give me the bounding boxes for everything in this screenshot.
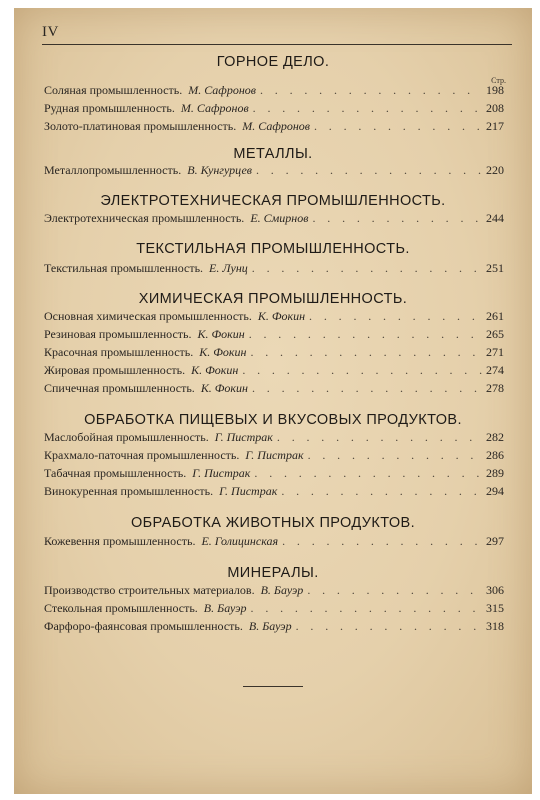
entry-author: К. Фокин xyxy=(257,309,306,323)
section-title: МИНЕРАЛЫ. xyxy=(227,565,319,581)
entry-author: Г. Пистрак xyxy=(245,448,304,462)
dot-leader xyxy=(282,534,482,549)
toc-entry xyxy=(44,327,504,343)
entry-author: М. Сафронов xyxy=(188,83,256,97)
entry-title: Винокуренная промышленность. xyxy=(44,484,214,498)
section-title: ГОРНОЕ ДЕЛО. xyxy=(216,54,330,70)
toc-entry xyxy=(44,466,504,482)
entry-title: Маслобойная промышленность. xyxy=(44,430,209,444)
section-title: ЭЛЕКТРОТЕХНИЧЕСКАЯ ПРОМЫШЛЕННОСТЬ. xyxy=(100,193,446,209)
dot-leader xyxy=(242,363,482,378)
section-title: ОБРАБОТКА ПИЩЕВЫХ И ВКУСОВЫХ ПРОДУКТОВ. xyxy=(84,412,462,428)
entry-page: 244 xyxy=(486,211,504,225)
toc-entry xyxy=(44,261,504,277)
dot-leader xyxy=(296,619,482,634)
toc-entry xyxy=(44,484,504,500)
dot-leader xyxy=(281,484,482,499)
entry-author: Г. Пистрак xyxy=(192,466,251,480)
page-column-label: Стр. xyxy=(491,76,506,85)
page-number: IV xyxy=(42,24,59,40)
entry-page: 208 xyxy=(486,101,504,115)
dot-leader xyxy=(314,119,482,134)
book-page xyxy=(14,8,532,794)
dot-leader xyxy=(252,381,482,396)
entry-author: Е. Лунц xyxy=(209,261,248,275)
dot-leader xyxy=(312,211,482,226)
dot-leader xyxy=(308,448,482,463)
toc-entry xyxy=(44,309,504,325)
section-title: ОБРАБОТКА ЖИВОТНЫХ ПРОДУКТОВ. xyxy=(130,515,416,531)
entry-author: В. Бауэр xyxy=(260,583,304,597)
dot-leader xyxy=(256,163,482,178)
entry-page: 315 xyxy=(486,601,504,615)
section-title: ТЕКСТИЛЬНАЯ ПРОМЫШЛЕННОСТЬ. xyxy=(136,241,410,257)
entry-page: 251 xyxy=(486,261,504,275)
entry-author: Г. Пистрак xyxy=(214,430,273,444)
toc-entry xyxy=(44,430,504,446)
entry-author: В. Кунгурцев xyxy=(187,163,252,177)
entry-page: 289 xyxy=(486,466,504,480)
entry-title: Рудная промышленность. xyxy=(44,101,175,115)
dot-leader xyxy=(260,83,482,98)
entry-title: Табачная промышленность. xyxy=(44,466,187,480)
footer-rule xyxy=(243,686,303,687)
dot-leader xyxy=(249,327,482,342)
entry-title: Металлопромышленность. xyxy=(44,163,182,177)
header-rule xyxy=(42,44,512,45)
section-title: ХИМИЧЕСКАЯ ПРОМЫШЛЕННОСТЬ. xyxy=(138,291,408,307)
toc-entry xyxy=(44,119,504,135)
toc-entry xyxy=(44,83,504,99)
entry-author: В. Бауэр xyxy=(248,619,292,633)
toc-entry xyxy=(44,534,504,550)
entry-title: Крахмало-паточная промышленность. xyxy=(44,448,240,462)
entry-title: Резиновая промышленность. xyxy=(44,327,192,341)
entry-page: 306 xyxy=(486,583,504,597)
entry-author: К. Фокин xyxy=(199,345,247,359)
dot-leader xyxy=(253,101,482,116)
entry-page: 265 xyxy=(486,327,504,341)
toc-entry xyxy=(44,345,504,361)
entry-page: 220 xyxy=(486,163,504,177)
entry-title: Соляная промышленность. xyxy=(44,83,183,97)
dot-leader xyxy=(254,466,482,481)
entry-title: Основная химическая промышленность. xyxy=(44,309,252,323)
entry-page: 278 xyxy=(486,381,504,395)
entry-author: М. Сафронов xyxy=(180,101,249,115)
entry-page: 294 xyxy=(486,484,504,498)
entry-author: Е. Смирнов xyxy=(250,211,309,225)
entry-title: Производство строительных материалов. xyxy=(44,583,255,597)
entry-page: 282 xyxy=(486,430,504,444)
entry-title: Стекольная промышленность. xyxy=(44,601,198,615)
entry-page: 261 xyxy=(486,309,504,323)
entry-page: 274 xyxy=(486,363,504,377)
entry-title: Спичечная промышленность. xyxy=(44,381,195,395)
dot-leader xyxy=(250,345,482,360)
entry-author: Г. Пистрак xyxy=(219,484,278,498)
entry-page: 198 xyxy=(486,83,504,97)
entry-page: 217 xyxy=(486,119,504,133)
entry-author: В. Бауэр xyxy=(203,601,247,615)
dot-leader xyxy=(307,583,482,598)
toc-entry xyxy=(44,363,504,379)
section-title: МЕТАЛЛЫ. xyxy=(233,146,313,162)
toc-entry xyxy=(44,619,504,635)
toc-entry xyxy=(44,448,504,464)
entry-title: Золото-платиновая промышленность. xyxy=(44,119,237,133)
toc-entry xyxy=(44,163,504,179)
dot-leader xyxy=(251,601,482,616)
entry-author: М. Сафронов xyxy=(242,119,310,133)
entry-page: 297 xyxy=(486,534,504,548)
entry-title: Текстильная промышленность. xyxy=(44,261,204,275)
entry-title: Электротехническая промышленность. xyxy=(44,211,245,225)
entry-page: 286 xyxy=(486,448,504,462)
entry-page: 318 xyxy=(486,619,504,633)
toc-entry xyxy=(44,101,504,117)
entry-author: К. Фокин xyxy=(197,327,245,341)
dot-leader xyxy=(277,430,482,445)
entry-title: Жировая промышленность. xyxy=(44,363,186,377)
dot-leader xyxy=(252,261,482,276)
entry-author: Е. Голицинская xyxy=(201,534,279,548)
dot-leader xyxy=(309,309,482,324)
entry-author: К. Фокин xyxy=(191,363,239,377)
toc-entry xyxy=(44,601,504,617)
entry-author: К. Фокин xyxy=(200,381,248,395)
toc-entry xyxy=(44,583,504,599)
entry-title: Красочная промышленность. xyxy=(44,345,194,359)
entry-title: Кожевення промышленность. xyxy=(44,534,196,548)
entry-title: Фарфоро-фаянсовая промышленность. xyxy=(44,619,243,633)
entry-page: 271 xyxy=(486,345,504,359)
toc-entry xyxy=(44,211,504,227)
toc-entry xyxy=(44,381,504,397)
